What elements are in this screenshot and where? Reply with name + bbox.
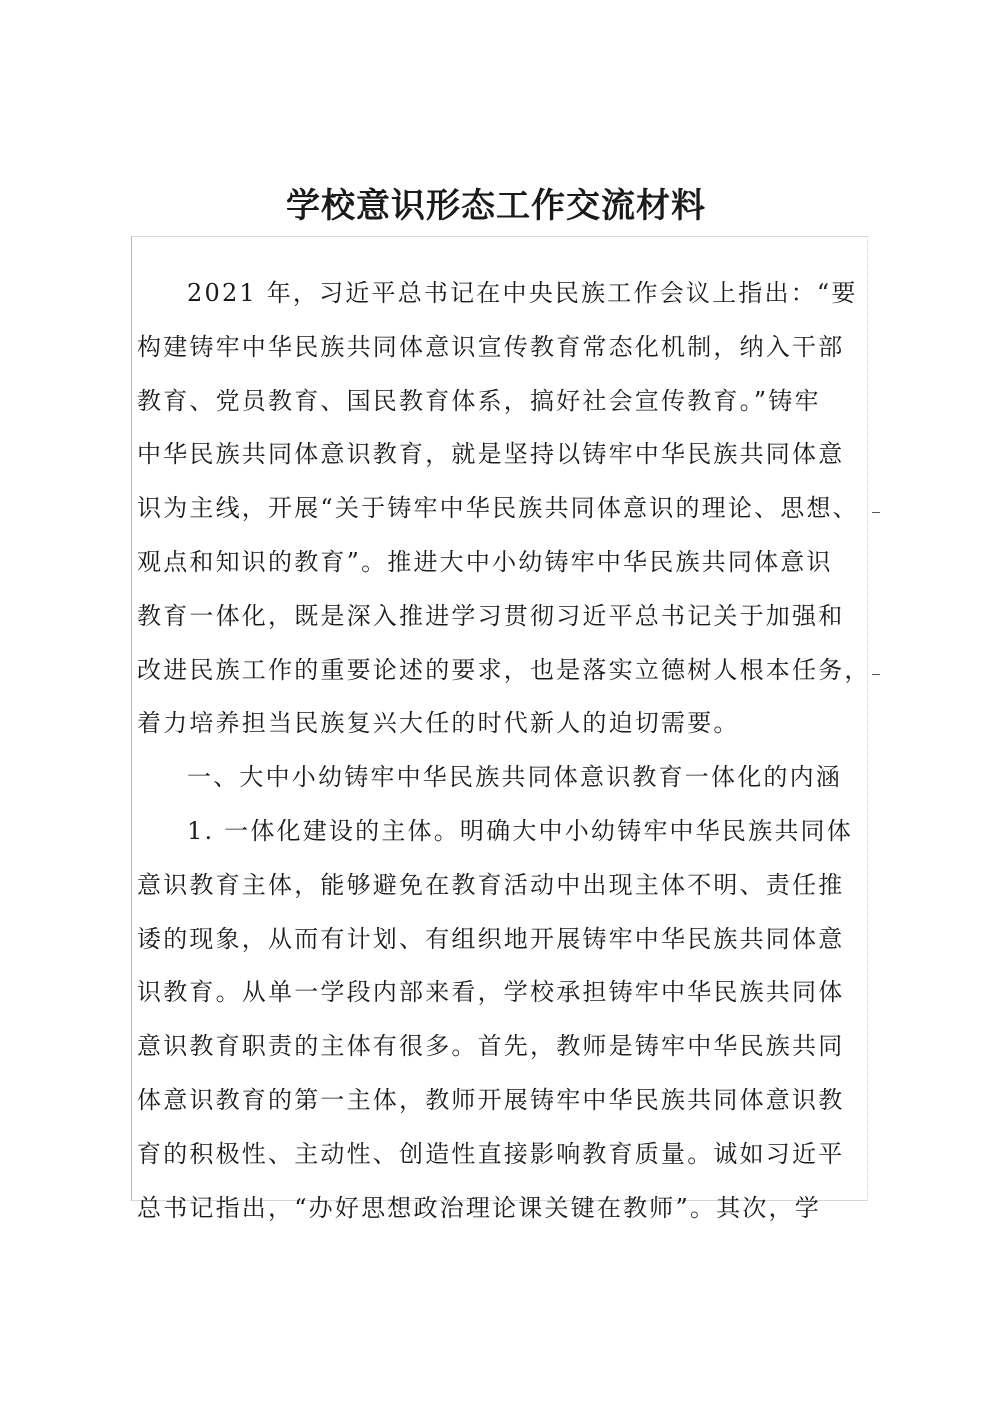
document-title: 学校意识形态工作交流材料	[286, 186, 706, 226]
paragraph-2-line-4: 识教育。从单一学段内部来看，学校承担铸牢中华民族共同体	[137, 978, 845, 1007]
paragraph-2-line-3: 诿的现象，从而有计划、有组织地开展铸牢中华民族共同体意	[137, 924, 845, 953]
paragraph-1-line-2: 构建铸牢中华民族共同体意识宣传教育常态化机制，纳入干部	[137, 332, 845, 361]
paragraph-2-line-7: 育的积极性、主动性、创造性直接影响教育质量。诚如习近平	[137, 1139, 845, 1168]
paragraph-1-line-5: 识为主线，开展“关于铸牢中华民族共同体意识的理论、思想、	[137, 494, 859, 523]
paragraph-1-line-7: 教育一体化，既是深入推进学习贯彻习近平总书记关于加强和	[137, 601, 845, 630]
line-end-mark	[872, 512, 880, 513]
paragraph-1-line-1: 2021 年，习近平总书记在中央民族工作会议上指出：“要	[187, 279, 858, 307]
paragraph-2-line-1: 1. 一体化建设的主体。明确大中小幼铸牢中华民族共同体	[187, 816, 853, 845]
paragraph-2-line-8: 总书记指出，“办好思想政治理论课关键在教师”。其次，学	[137, 1193, 821, 1222]
line-end-mark	[872, 674, 880, 675]
paragraph-1-line-9: 着力培养担当民族复兴大任的时代新人的迫切需要。	[137, 709, 740, 738]
paragraph-1-line-4: 中华民族共同体意识教育，就是坚持以铸牢中华民族共同体意	[137, 440, 845, 469]
section-heading-1: 一、大中小幼铸牢中华民族共同体意识教育一体化的内涵	[187, 763, 842, 792]
paragraph-2-line-6: 体意识教育的第一主体，教师开展铸牢中华民族共同体意识教	[137, 1085, 845, 1114]
document-body	[137, 267, 871, 1235]
paragraph-1-line-8: 改进民族工作的重要论述的要求，也是落实立德树人根本任务，	[137, 655, 871, 684]
paragraph-2-line-2: 意识教育主体，能够避免在教育活动中出现主体不明、责任推	[137, 870, 845, 899]
paragraph-2-line-5: 意识教育职责的主体有很多。首先，教师是铸牢中华民族共同	[137, 1032, 845, 1061]
paragraph-1-line-6: 观点和知识的教育”。推进大中小幼铸牢中华民族共同体意识	[137, 547, 833, 576]
paragraph-1-line-3: 教育、党员教育、国民教育体系，搞好社会宣传教育。”铸牢	[137, 386, 821, 415]
